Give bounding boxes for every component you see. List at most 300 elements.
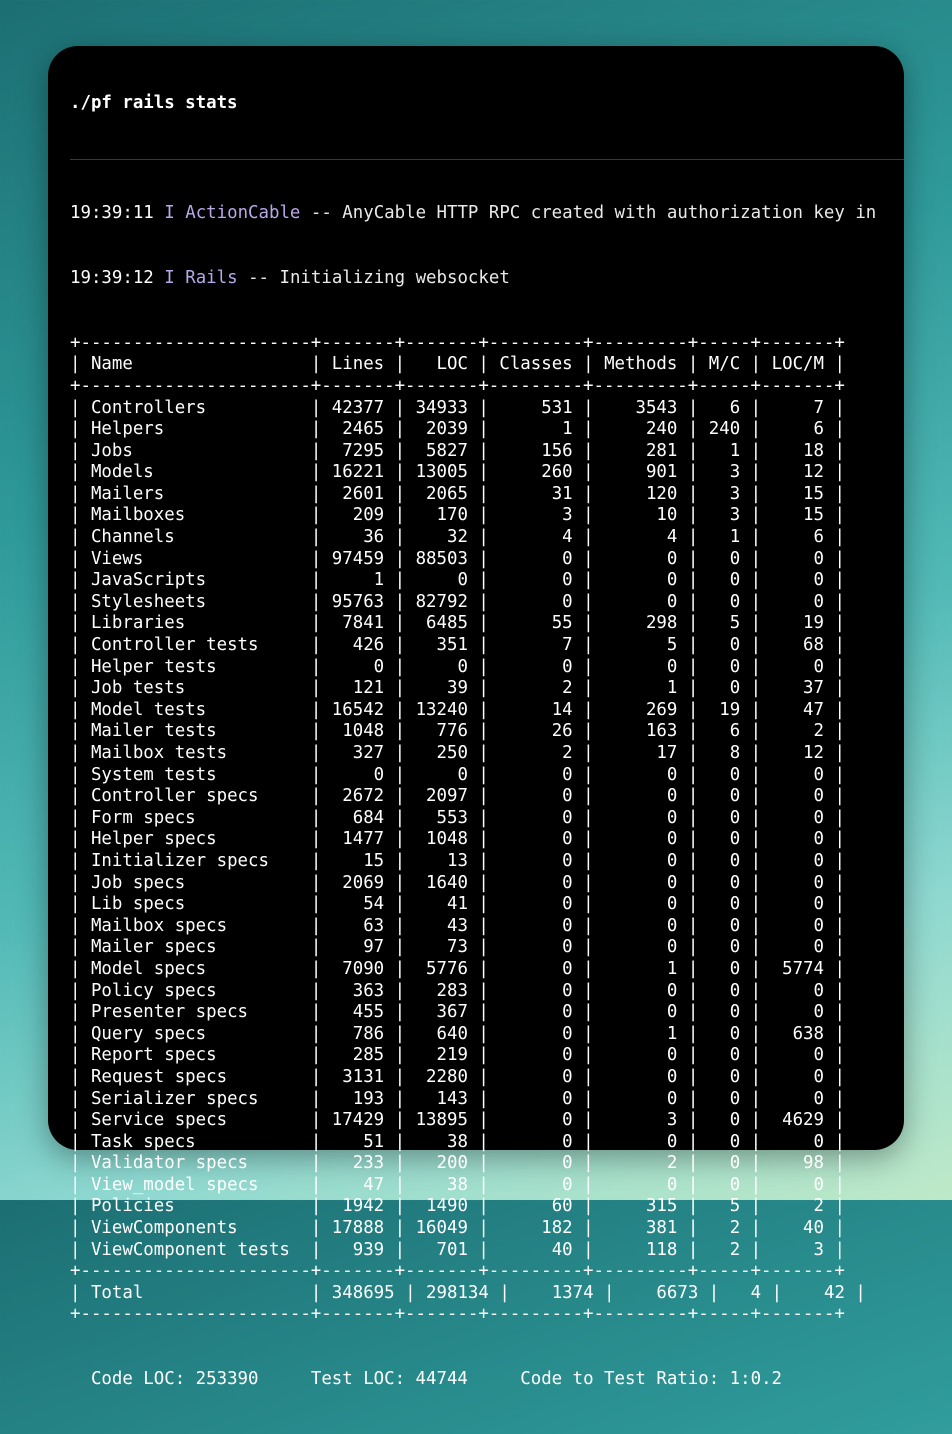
cell-value: 0 [761, 786, 835, 807]
cell-value: 4 [488, 527, 584, 548]
cell-value: 2 [698, 1218, 751, 1239]
cell-value: 281 [593, 440, 688, 461]
cell-value: 0 [488, 1023, 584, 1044]
cell-value: 6673 [614, 1282, 709, 1303]
cell-value: 15 [761, 505, 835, 526]
cell-value: 47 [321, 1174, 395, 1195]
cell-value: 2672 [321, 786, 395, 807]
table-header: | Name | Lines | LOC | Classes | Methods | M/C | LOC/M | [70, 354, 845, 375]
cell-name: ViewComponent tests [80, 1239, 311, 1260]
cell-value: 0 [698, 850, 751, 871]
cell-value: 0 [593, 1066, 688, 1087]
cell-value: 0 [488, 1002, 584, 1023]
cell-value: 0 [488, 1110, 584, 1131]
table-row: | Task specs | 51 | 38 | 0 | 0 | 0 | 0 | [70, 1131, 845, 1152]
cell-value: 348695 [321, 1282, 406, 1303]
cell-value: 73 [405, 937, 479, 958]
cell-value: 0 [488, 1045, 584, 1066]
table-row: | Query specs | 786 | 640 | 0 | 1 | 0 | 638 | [70, 1023, 845, 1044]
cell-value: 209 [321, 505, 395, 526]
cell-name: Model tests [80, 699, 311, 720]
cell-value: 1048 [405, 829, 479, 850]
cell-value: 0 [593, 894, 688, 915]
cell-name: Name [80, 354, 311, 375]
cell-name: Helper specs [80, 829, 311, 850]
cell-value: 0 [488, 786, 584, 807]
cell-name: Jobs [80, 440, 311, 461]
cell-value: 38 [405, 1174, 479, 1195]
cell-value: 0 [761, 591, 835, 612]
cell-value: 0 [761, 1174, 835, 1195]
cell-name: Job tests [80, 678, 311, 699]
cell-name: Policies [80, 1196, 311, 1217]
cell-value: LOC/M [761, 354, 835, 375]
cell-value: 260 [488, 462, 584, 483]
cell-value: 0 [698, 872, 751, 893]
cell-value: 6 [761, 527, 835, 548]
cell-value: 121 [321, 678, 395, 699]
cell-name: JavaScripts [80, 570, 311, 591]
table-total-row: | Total | 348695 | 298134 | 1374 | 6673 | 4 | 42 | [70, 1282, 866, 1303]
table-row: | Mailer specs | 97 | 73 | 0 | 0 | 0 | 0 | [70, 937, 845, 958]
cell-value: 0 [593, 829, 688, 850]
cell-value: 3 [761, 1239, 835, 1260]
cell-value: 3 [698, 462, 751, 483]
table-row: | Job specs | 2069 | 1640 | 0 | 0 | 0 | 0 | [70, 872, 845, 893]
log-level: I [164, 203, 175, 224]
cell-value: 0 [698, 958, 751, 979]
cell-value: 5827 [405, 440, 479, 461]
cell-value: 0 [488, 1088, 584, 1109]
cell-value: 37 [761, 678, 835, 699]
cell-name: Lib specs [80, 894, 311, 915]
cell-value: 1477 [321, 829, 395, 850]
cell-value: 0 [761, 1088, 835, 1109]
cell-value: 2280 [405, 1066, 479, 1087]
cell-value: 0 [488, 1131, 584, 1152]
cell-value: 1 [593, 1023, 688, 1044]
cell-value: 0 [488, 829, 584, 850]
table-row: | Stylesheets | 95763 | 82792 | 0 | 0 | 0 | 0 | [70, 591, 845, 612]
cell-name: Task specs [80, 1131, 311, 1152]
cell-value: 0 [405, 656, 479, 677]
test-loc: Test LOC: 44744 [310, 1369, 468, 1390]
cell-value: 12 [761, 462, 835, 483]
cell-value: 2097 [405, 786, 479, 807]
cell-value: 97 [321, 937, 395, 958]
cell-value: 0 [405, 570, 479, 591]
cell-value: 0 [593, 937, 688, 958]
stats-table [70, 333, 904, 1326]
cell-value: 15 [761, 483, 835, 504]
cell-value: 240 [698, 419, 751, 440]
cell-value: 455 [321, 1002, 395, 1023]
cell-value: 0 [698, 1066, 751, 1087]
cell-value: 17888 [321, 1218, 395, 1239]
cell-value: 10 [593, 505, 688, 526]
cell-name: Helpers [80, 419, 311, 440]
cell-value: 315 [593, 1196, 688, 1217]
cell-value: 156 [488, 440, 584, 461]
cell-value: 68 [761, 635, 835, 656]
cell-value: 0 [593, 1174, 688, 1195]
cell-name: Query specs [80, 1023, 311, 1044]
cell-value: 0 [698, 656, 751, 677]
cell-value: 7 [761, 397, 835, 418]
cell-value: 2465 [321, 419, 395, 440]
table-row: | Validator specs | 233 | 200 | 0 | 2 | 0 | 98 | [70, 1153, 845, 1174]
table-row: | System tests | 0 | 0 | 0 | 0 | 0 | 0 | [70, 764, 845, 785]
cell-value: 2 [761, 1196, 835, 1217]
cell-value: 41 [405, 894, 479, 915]
cell-value: 32 [405, 527, 479, 548]
cell-value: 1942 [321, 1196, 395, 1217]
cell-value: 786 [321, 1023, 395, 1044]
table-row: | Mailers | 2601 | 2065 | 31 | 120 | 3 | 15 | [70, 483, 845, 504]
cell-name: Report specs [80, 1045, 311, 1066]
cell-value: 1 [593, 678, 688, 699]
code-loc: Code LOC: 253390 [90, 1369, 259, 1390]
cell-value: 0 [593, 548, 688, 569]
code-test-ratio: Code to Test Ratio: 1:0.2 [520, 1369, 783, 1390]
cell-value: 0 [488, 656, 584, 677]
table-row: | Mailbox specs | 63 | 43 | 0 | 0 | 0 | 0 | [70, 915, 845, 936]
cell-value: 2 [593, 1153, 688, 1174]
cell-value: 298134 [415, 1282, 500, 1303]
cell-value: 0 [488, 807, 584, 828]
cell-value: 0 [698, 980, 751, 1001]
cell-name: Mailers [80, 483, 311, 504]
cell-value: 17 [593, 743, 688, 763]
cell-value: 0 [761, 807, 835, 828]
terminal-window [48, 46, 904, 1390]
cell-value: 1048 [321, 721, 395, 742]
cell-value: 0 [761, 915, 835, 936]
cell-name: Mailbox tests [80, 743, 311, 763]
cell-value: 19 [761, 613, 835, 634]
cell-value: 0 [698, 548, 751, 569]
cell-name: Serializer specs [80, 1088, 311, 1109]
cell-value: 63 [321, 915, 395, 936]
cell-value: 0 [698, 937, 751, 958]
table-row: | Model specs | 7090 | 5776 | 0 | 1 | 0 | 5774 | [70, 958, 845, 979]
cell-value: 0 [488, 591, 584, 612]
cell-value: 367 [405, 1002, 479, 1023]
cell-value: 250 [405, 743, 479, 763]
cell-value: 363 [321, 980, 395, 1001]
table-row: | Presenter specs | 455 | 367 | 0 | 0 | 0 | 0 | [70, 1002, 845, 1023]
cell-name: Mailboxes [80, 505, 311, 526]
log-message: -- Initializing websocket [248, 267, 510, 288]
cell-value: 233 [321, 1153, 395, 1174]
cell-value: 0 [698, 1174, 751, 1195]
cell-value: 0 [321, 656, 395, 677]
cell-value: 13 [405, 850, 479, 871]
cell-value: 1 [593, 958, 688, 979]
cell-name: Model specs [80, 958, 311, 979]
cell-name: Mailer specs [80, 937, 311, 958]
cell-value: 0 [321, 764, 395, 785]
cell-value: 0 [488, 570, 584, 591]
cell-value: 0 [698, 764, 751, 785]
table-row: | View_model specs | 47 | 38 | 0 | 0 | 0 | 0 | [70, 1174, 845, 1195]
cell-value: 47 [761, 699, 835, 720]
cell-value: 1374 [509, 1282, 605, 1303]
cell-value: 0 [698, 915, 751, 936]
cell-value: 0 [488, 958, 584, 979]
cell-name: Form specs [80, 807, 311, 828]
cell-value: 163 [593, 721, 688, 742]
table-row: | Controller specs | 2672 | 2097 | 0 | 0 | 0 | 0 | [70, 786, 845, 807]
cell-value: 26 [488, 721, 584, 742]
cell-value: 283 [405, 980, 479, 1001]
log-line [70, 203, 904, 225]
cell-value: 0 [698, 591, 751, 612]
cell-value: 0 [593, 1131, 688, 1152]
table-row: | Mailbox tests | 327 | 250 | 2 | 17 | 8 | 12 | [70, 743, 845, 763]
output-divider [70, 159, 904, 160]
summary-line [70, 1369, 904, 1391]
cell-value: 285 [321, 1045, 395, 1066]
cell-value: 0 [761, 980, 835, 1001]
cell-value: 14 [488, 699, 584, 720]
cell-name: Controller tests [80, 635, 311, 656]
cell-value: 0 [488, 1066, 584, 1087]
cell-value: 95763 [321, 591, 395, 612]
cell-value: M/C [698, 354, 751, 375]
cell-value: 0 [761, 656, 835, 677]
cell-value: 5776 [405, 958, 479, 979]
table-row: | Controller tests | 426 | 351 | 7 | 5 | 0 | 68 | [70, 635, 845, 656]
cell-value: 193 [321, 1088, 395, 1109]
cell-value: 13240 [405, 699, 479, 720]
cell-value: 0 [761, 872, 835, 893]
table-border: +----------------------+-------+-------+---------+---------+-----+-------+ [70, 332, 845, 353]
cell-name: Helper tests [80, 656, 311, 677]
cell-value: 5774 [761, 958, 835, 979]
log-tag: Rails [185, 267, 238, 288]
cell-value: 0 [488, 850, 584, 871]
cell-value: 13005 [405, 462, 479, 483]
table-row: | Form specs | 684 | 553 | 0 | 0 | 0 | 0 | [70, 807, 845, 828]
table-border: +----------------------+-------+-------+---------+---------+-----+-------+ [70, 375, 845, 396]
cell-value: 1 [698, 527, 751, 548]
table-row: | Helpers | 2465 | 2039 | 1 | 240 | 240 | 6 | [70, 419, 845, 440]
table-row: | Lib specs | 54 | 41 | 0 | 0 | 0 | 0 | [70, 894, 845, 915]
cell-value: 2 [761, 721, 835, 742]
cell-value: 684 [321, 807, 395, 828]
cell-name: Models [80, 462, 311, 483]
cell-value: 298 [593, 613, 688, 634]
cell-value: 0 [761, 764, 835, 785]
cell-name: Views [80, 548, 311, 569]
cell-value: 0 [698, 1110, 751, 1131]
table-row: | Libraries | 7841 | 6485 | 55 | 298 | 5 | 19 | [70, 613, 845, 634]
cell-name: Mailbox specs [80, 915, 311, 936]
cell-name: Policy specs [80, 980, 311, 1001]
cell-value: 0 [698, 1131, 751, 1152]
cell-value: 0 [593, 872, 688, 893]
cell-value: 0 [761, 1131, 835, 1152]
cell-value: 0 [488, 894, 584, 915]
cell-value: 531 [488, 397, 584, 418]
cell-value: 0 [761, 829, 835, 850]
cell-value: 1 [698, 440, 751, 461]
table-row: | Model tests | 16542 | 13240 | 14 | 269 | 19 | 47 | [70, 699, 845, 720]
cell-value: 939 [321, 1239, 395, 1260]
log-level: I [164, 267, 175, 288]
table-border: +----------------------+-------+-------+---------+---------+-----+-------+ [70, 1304, 845, 1325]
cell-value: 1490 [405, 1196, 479, 1217]
cell-value: 0 [488, 764, 584, 785]
cell-name: Validator specs [80, 1153, 311, 1174]
cell-value: 7 [488, 635, 584, 656]
cell-value: 0 [593, 1002, 688, 1023]
cell-value: 0 [698, 786, 751, 807]
cell-value: 6485 [405, 613, 479, 634]
table-row: | Controllers | 42377 | 34933 | 531 | 3543 | 6 | 7 | [70, 397, 845, 418]
cell-value: 13895 [405, 1110, 479, 1131]
cell-value: 6 [698, 721, 751, 742]
table-row: | Serializer specs | 193 | 143 | 0 | 0 | 0 | 0 | [70, 1088, 845, 1109]
cell-value: 269 [593, 699, 688, 720]
cell-value: 0 [698, 1153, 751, 1174]
cell-value: 0 [593, 980, 688, 1001]
terminal-output [70, 50, 904, 1434]
cell-value: 55 [488, 613, 584, 634]
cell-name: Service specs [80, 1110, 311, 1131]
cell-value: 327 [321, 743, 395, 763]
table-row: | Policies | 1942 | 1490 | 60 | 315 | 5 | 2 | [70, 1196, 845, 1217]
cell-name: Channels [80, 527, 311, 548]
cell-value: 3131 [321, 1066, 395, 1087]
cell-value: 54 [321, 894, 395, 915]
cell-value: 0 [593, 764, 688, 785]
cell-value: 638 [761, 1023, 835, 1044]
table-row: | Job tests | 121 | 39 | 2 | 1 | 0 | 37 | [70, 678, 845, 699]
table-row: | Request specs | 3131 | 2280 | 0 | 0 | 0 | 0 | [70, 1066, 845, 1087]
cell-value: 7090 [321, 958, 395, 979]
cell-value: 7841 [321, 613, 395, 634]
table-row: | Jobs | 7295 | 5827 | 156 | 281 | 1 | 18 | [70, 440, 845, 461]
cell-name: Libraries [80, 613, 311, 634]
log-line [70, 268, 904, 290]
cell-name: Controllers [80, 397, 311, 418]
cell-name: Controller specs [80, 786, 311, 807]
cell-value: 0 [761, 1045, 835, 1066]
cell-value: 40 [761, 1218, 835, 1239]
cell-value: 1 [488, 419, 584, 440]
cell-value: 0 [761, 894, 835, 915]
cell-value: 381 [593, 1218, 688, 1239]
cell-value: 1 [321, 570, 395, 591]
cell-value: 0 [593, 1045, 688, 1066]
cell-value: 43 [405, 915, 479, 936]
cell-value: 0 [761, 548, 835, 569]
cell-value: 36 [321, 527, 395, 548]
cell-value: 0 [698, 807, 751, 828]
table-row: | ViewComponent tests | 939 | 701 | 40 | 118 | 2 | 3 | [70, 1239, 845, 1260]
cell-value: 3 [698, 505, 751, 526]
cell-value: 118 [593, 1239, 688, 1260]
cell-value: Methods [593, 354, 688, 375]
cell-value: 143 [405, 1088, 479, 1109]
table-row: | Mailer tests | 1048 | 776 | 26 | 163 | 6 | 2 | [70, 721, 845, 742]
cell-value: 0 [761, 850, 835, 871]
cell-value: 0 [593, 915, 688, 936]
cell-value: 0 [698, 894, 751, 915]
cell-value: 3 [698, 483, 751, 504]
cell-value: Classes [488, 354, 584, 375]
table-row: | JavaScripts | 1 | 0 | 0 | 0 | 0 | 0 | [70, 570, 845, 591]
cell-value: 182 [488, 1218, 584, 1239]
cell-value: 0 [593, 656, 688, 677]
cell-value: 2601 [321, 483, 395, 504]
cell-name: Stylesheets [80, 591, 311, 612]
cell-value: 0 [698, 829, 751, 850]
cell-value: 6 [761, 419, 835, 440]
cell-value: 2065 [405, 483, 479, 504]
cell-value: 0 [488, 1153, 584, 1174]
cell-value: 17429 [321, 1110, 395, 1131]
table-row: | Report specs | 285 | 219 | 0 | 0 | 0 | 0 | [70, 1045, 845, 1066]
cell-value: 3543 [593, 397, 688, 418]
cell-value: 42377 [321, 397, 395, 418]
cell-value: 0 [698, 1045, 751, 1066]
cell-value: 97459 [321, 548, 395, 569]
cell-value: 19 [698, 699, 751, 720]
cell-value: 640 [405, 1023, 479, 1044]
cell-value: 5 [593, 635, 688, 656]
cell-value: 701 [405, 1239, 479, 1260]
cell-value: 0 [488, 980, 584, 1001]
cell-value: 0 [593, 786, 688, 807]
cell-value: 0 [593, 570, 688, 591]
cell-value: Lines [321, 354, 395, 375]
cell-value: 51 [321, 1131, 395, 1152]
cell-name: Presenter specs [80, 1002, 311, 1023]
cell-value: 0 [698, 570, 751, 591]
cell-value: 16049 [405, 1218, 479, 1239]
cell-value: 6 [698, 397, 751, 418]
cell-value: 7295 [321, 440, 395, 461]
cell-value: 351 [405, 635, 479, 656]
cell-value: 34933 [405, 397, 479, 418]
cell-value: 3 [593, 1110, 688, 1131]
cell-value: 2069 [321, 872, 395, 893]
table-row: | Helper tests | 0 | 0 | 0 | 0 | 0 | 0 | [70, 656, 845, 677]
cell-name: Initializer specs [80, 850, 311, 871]
cell-value: 4629 [761, 1110, 835, 1131]
cell-value: 16542 [321, 699, 395, 720]
cell-value: 0 [593, 591, 688, 612]
cell-value: 0 [488, 915, 584, 936]
cell-value: 0 [698, 678, 751, 699]
log-message: -- AnyCable HTTP RPC created with authorization key in [310, 203, 877, 224]
cell-value: 88503 [405, 548, 479, 569]
cell-value: 0 [593, 850, 688, 871]
cell-value: 8 [698, 743, 751, 763]
cell-value: 4 [593, 527, 688, 548]
cell-value: 2039 [405, 419, 479, 440]
cell-name: Job specs [80, 872, 311, 893]
cell-value: 18 [761, 440, 835, 461]
cell-name: Total [80, 1282, 311, 1303]
cell-value: 3 [488, 505, 584, 526]
log-time: 19:39:12 [70, 267, 154, 288]
cell-value: 776 [405, 721, 479, 742]
cell-value: 120 [593, 483, 688, 504]
